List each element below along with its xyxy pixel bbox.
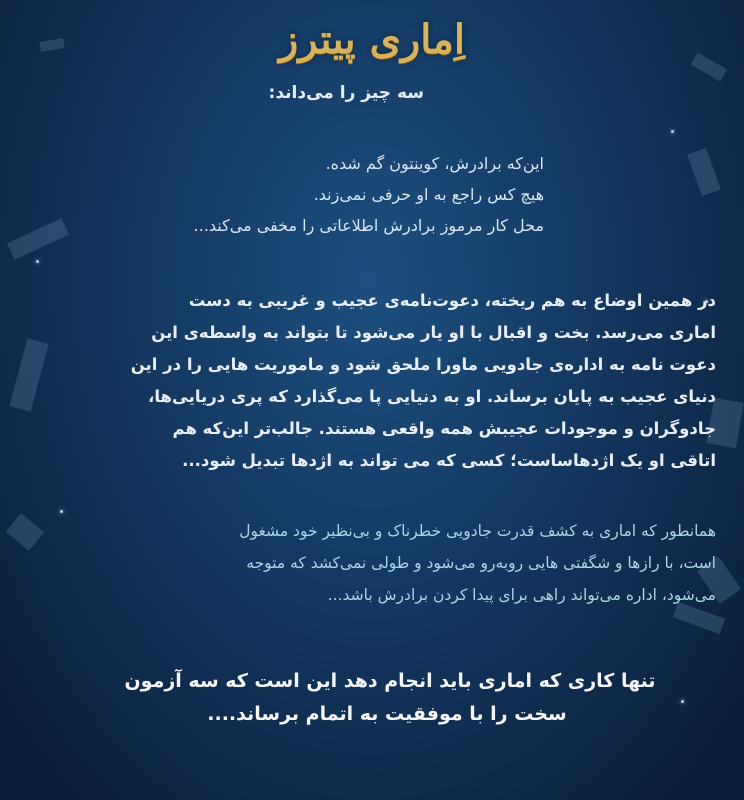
paragraph-line: همانطور که اماری به کشف قدرت جادویی خطرناک و بی‌نظیر خود مشغول [239,522,716,540]
paragraph-2 [26,515,716,611]
paragraph-line: است، با رازها و شگفتی هایی روبه‌رو می‌شود و طولی نمی‌کشد که متوجه [246,554,716,572]
subtitle: سه چیز را می‌داند: [268,83,424,103]
paragraph-line: جادوگران و موجودات عجیبش همه واقعی هستند. جالب‌تر این‌که هم [172,419,716,438]
paragraph-line: دعوت نامه به اداره‌ی جادویی ماورا ملحق شود و ماموریت هایی را در این [130,355,716,374]
paragraph-line: در همین اوضاع به هم ریخته، دعوت‌نامه‌ی عجیب و غریبی به دست [188,291,716,310]
sparkle-decoration [60,510,63,513]
fact-line: محل کار مرموز برادرش اطلاعاتی را مخفی می‌کند... [193,216,544,235]
facts-list [84,148,544,241]
crystal-shard-decoration [7,218,69,260]
fact-line: این‌که برادرش، کوینتون گم شده. [325,154,544,173]
fact-line: هیچ کس راجع به او حرفی نمی‌زند. [313,185,544,204]
paragraph-line: اتاقی او یک اژدهاساست؛ کسی که می تواند به اژدها تبدیل شود... [182,451,716,470]
book-title: اِماری پیترز [279,16,465,63]
closing-line: تنها کاری که اماری باید انجام دهد این است که سه آزمون [124,670,656,692]
paragraph-line: دنیای عجیب به پایان برساند. او به دنیایی پا می‌گذارد که پری دریایی‌ها، [148,387,716,406]
paragraph-line: اماری می‌رسد. بخت و اقبال با او یار می‌شود تا بتواند به واسطه‌ی این [151,323,716,342]
crystal-shard-decoration [687,148,721,196]
paragraph-line: می‌شود، اداره می‌تواند راهی برای پیدا کردن برادرش باشد... [327,586,716,604]
sparkle-decoration [671,130,674,133]
sparkle-decoration [36,260,39,263]
closing-statement [0,665,744,731]
closing-line: سخت را با موفقیت به اتمام برساند.... [207,703,567,725]
paragraph-1 [26,285,716,477]
